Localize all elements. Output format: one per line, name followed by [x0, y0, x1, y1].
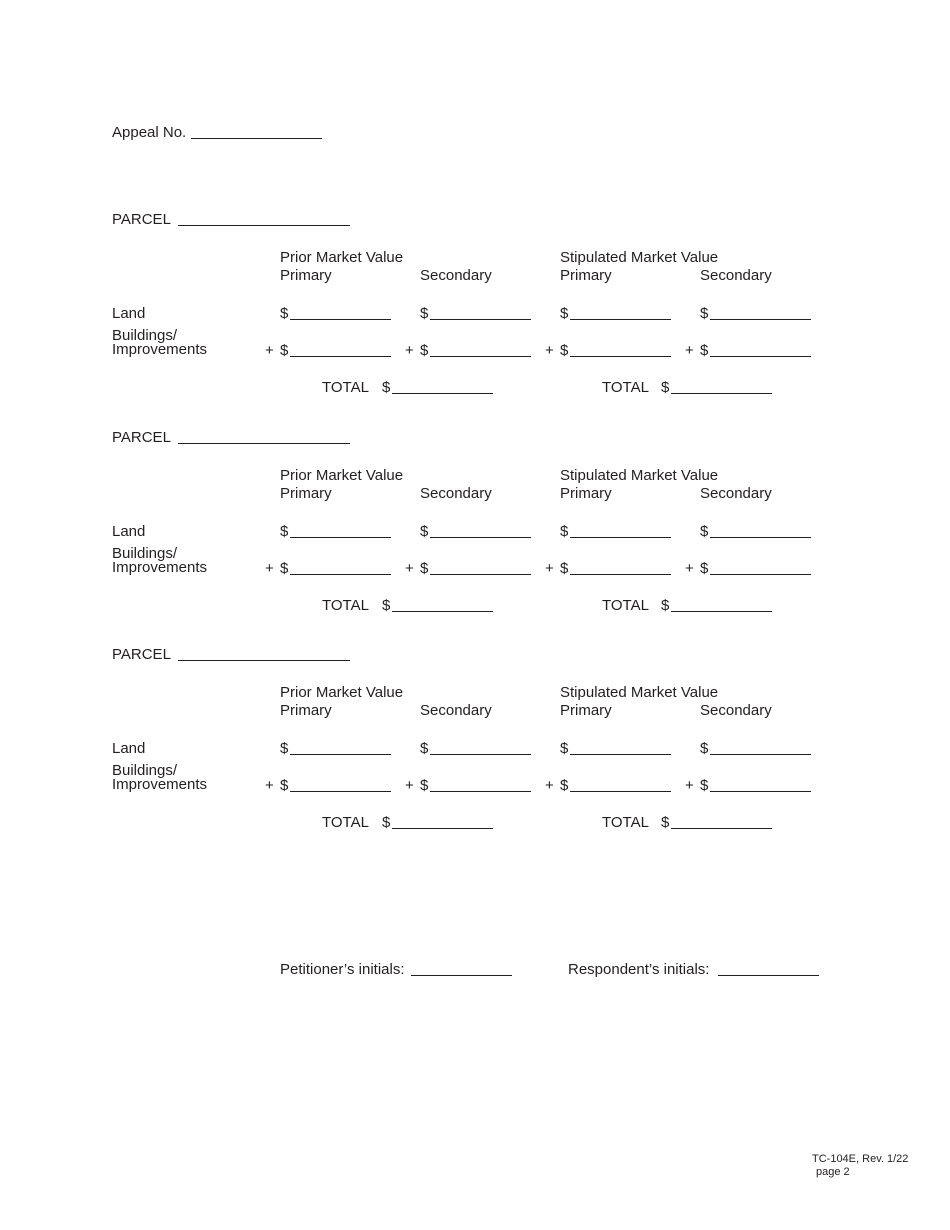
dollar-sign: $: [280, 740, 289, 757]
land-label: Land: [112, 305, 146, 322]
dollar-sign: $: [420, 740, 429, 757]
dollar-sign: $: [661, 379, 670, 396]
dollar-sign: $: [560, 740, 569, 757]
form-id: TC-104E, Rev. 1/22: [812, 1153, 909, 1165]
plus-sign: +: [545, 777, 554, 794]
land-prior-primary-field[interactable]: [290, 754, 391, 755]
buildings-stipulated-secondary-field[interactable]: [710, 791, 811, 792]
land-prior-secondary-field[interactable]: [430, 319, 531, 320]
prior-market-value-heading: Prior Market Value: [280, 249, 404, 266]
stipulated-total-label: TOTAL: [602, 814, 649, 831]
buildings-label: Buildings/: [112, 762, 178, 779]
stipulated-primary-heading: Primary: [560, 267, 612, 284]
stipulated-total-field[interactable]: [671, 828, 772, 829]
dollar-sign: $: [280, 342, 289, 359]
prior-primary-heading: Primary: [280, 485, 332, 502]
dollar-sign: $: [560, 777, 569, 794]
prior-primary-heading: Primary: [280, 267, 332, 284]
buildings-stipulated-primary-field[interactable]: [570, 356, 671, 357]
dollar-sign: $: [420, 305, 429, 322]
land-prior-primary-field[interactable]: [290, 319, 391, 320]
prior-secondary-heading: Secondary: [420, 267, 492, 284]
land-prior-secondary-field[interactable]: [430, 537, 531, 538]
appeal-number-field[interactable]: [191, 138, 322, 139]
dollar-sign: $: [280, 777, 289, 794]
stipulated-secondary-heading: Secondary: [700, 267, 772, 284]
land-stipulated-secondary-field[interactable]: [710, 537, 811, 538]
plus-sign: +: [685, 342, 694, 359]
land-stipulated-secondary-field[interactable]: [710, 754, 811, 755]
buildings-stipulated-secondary-field[interactable]: [710, 574, 811, 575]
prior-primary-heading: Primary: [280, 702, 332, 719]
dollar-sign: $: [661, 597, 670, 614]
prior-secondary-heading: Secondary: [420, 485, 492, 502]
land-stipulated-primary-field[interactable]: [570, 319, 671, 320]
prior-market-value-heading: Prior Market Value: [280, 684, 404, 701]
prior-total-field[interactable]: [392, 393, 493, 394]
stipulated-total-field[interactable]: [671, 393, 772, 394]
land-prior-secondary-field[interactable]: [430, 754, 531, 755]
land-stipulated-secondary-field[interactable]: [710, 319, 811, 320]
plus-sign: +: [685, 777, 694, 794]
parcel-number-field[interactable]: [178, 443, 350, 444]
stipulated-total-label: TOTAL: [602, 597, 649, 614]
dollar-sign: $: [382, 597, 391, 614]
stipulated-market-value-heading: Stipulated Market Value: [560, 249, 719, 266]
land-stipulated-primary-field[interactable]: [570, 754, 671, 755]
dollar-sign: $: [420, 342, 429, 359]
parcel-label: PARCEL: [112, 429, 171, 446]
land-stipulated-primary-field[interactable]: [570, 537, 671, 538]
dollar-sign: $: [560, 560, 569, 577]
page-number: page 2: [816, 1166, 850, 1178]
prior-total-field[interactable]: [392, 828, 493, 829]
stipulated-primary-heading: Primary: [560, 702, 612, 719]
land-prior-primary-field[interactable]: [290, 537, 391, 538]
petitioner-initials-label: Petitioner’s initials:: [280, 961, 405, 978]
plus-sign: +: [545, 342, 554, 359]
plus-sign: +: [405, 777, 414, 794]
respondent-initials-field[interactable]: [718, 975, 819, 976]
plus-sign: +: [265, 777, 274, 794]
parcel-number-field[interactable]: [178, 225, 350, 226]
dollar-sign: $: [280, 560, 289, 577]
dollar-sign: $: [420, 523, 429, 540]
plus-sign: +: [265, 560, 274, 577]
improvements-label: Improvements: [112, 776, 208, 793]
buildings-stipulated-primary-field[interactable]: [570, 574, 671, 575]
prior-total-label: TOTAL: [322, 597, 369, 614]
dollar-sign: $: [700, 342, 709, 359]
prior-secondary-heading: Secondary: [420, 702, 492, 719]
stipulated-secondary-heading: Secondary: [700, 702, 772, 719]
dollar-sign: $: [560, 523, 569, 540]
land-label: Land: [112, 523, 146, 540]
dollar-sign: $: [700, 740, 709, 757]
plus-sign: +: [405, 560, 414, 577]
plus-sign: +: [405, 342, 414, 359]
dollar-sign: $: [700, 305, 709, 322]
buildings-label: Buildings/: [112, 327, 178, 344]
buildings-prior-primary-field[interactable]: [290, 356, 391, 357]
dollar-sign: $: [280, 523, 289, 540]
dollar-sign: $: [280, 305, 289, 322]
buildings-stipulated-secondary-field[interactable]: [710, 356, 811, 357]
parcel-number-field[interactable]: [178, 660, 350, 661]
plus-sign: +: [545, 560, 554, 577]
improvements-label: Improvements: [112, 341, 208, 358]
dollar-sign: $: [420, 777, 429, 794]
prior-total-label: TOTAL: [322, 379, 369, 396]
dollar-sign: $: [661, 814, 670, 831]
stipulated-secondary-heading: Secondary: [700, 485, 772, 502]
dollar-sign: $: [560, 342, 569, 359]
prior-market-value-heading: Prior Market Value: [280, 467, 404, 484]
respondent-initials-label: Respondent’s initials:: [568, 961, 710, 978]
dollar-sign: $: [420, 560, 429, 577]
dollar-sign: $: [560, 305, 569, 322]
buildings-prior-primary-field[interactable]: [290, 574, 391, 575]
appeal-number-label: Appeal No.: [112, 124, 187, 141]
buildings-prior-secondary-field[interactable]: [430, 791, 531, 792]
plus-sign: +: [685, 560, 694, 577]
dollar-sign: $: [700, 777, 709, 794]
buildings-label: Buildings/: [112, 545, 178, 562]
stipulated-market-value-heading: Stipulated Market Value: [560, 684, 719, 701]
stipulated-primary-heading: Primary: [560, 485, 612, 502]
stipulated-total-label: TOTAL: [602, 379, 649, 396]
buildings-prior-primary-field[interactable]: [290, 791, 391, 792]
parcel-label: PARCEL: [112, 646, 171, 663]
improvements-label: Improvements: [112, 559, 208, 576]
petitioner-initials-field[interactable]: [411, 975, 512, 976]
stipulated-total-field[interactable]: [671, 611, 772, 612]
dollar-sign: $: [700, 523, 709, 540]
dollar-sign: $: [700, 560, 709, 577]
land-label: Land: [112, 740, 146, 757]
parcel-label: PARCEL: [112, 211, 171, 228]
buildings-stipulated-primary-field[interactable]: [570, 791, 671, 792]
stipulated-market-value-heading: Stipulated Market Value: [560, 467, 719, 484]
buildings-prior-secondary-field[interactable]: [430, 574, 531, 575]
plus-sign: +: [265, 342, 274, 359]
dollar-sign: $: [382, 379, 391, 396]
buildings-prior-secondary-field[interactable]: [430, 356, 531, 357]
prior-total-label: TOTAL: [322, 814, 369, 831]
dollar-sign: $: [382, 814, 391, 831]
prior-total-field[interactable]: [392, 611, 493, 612]
